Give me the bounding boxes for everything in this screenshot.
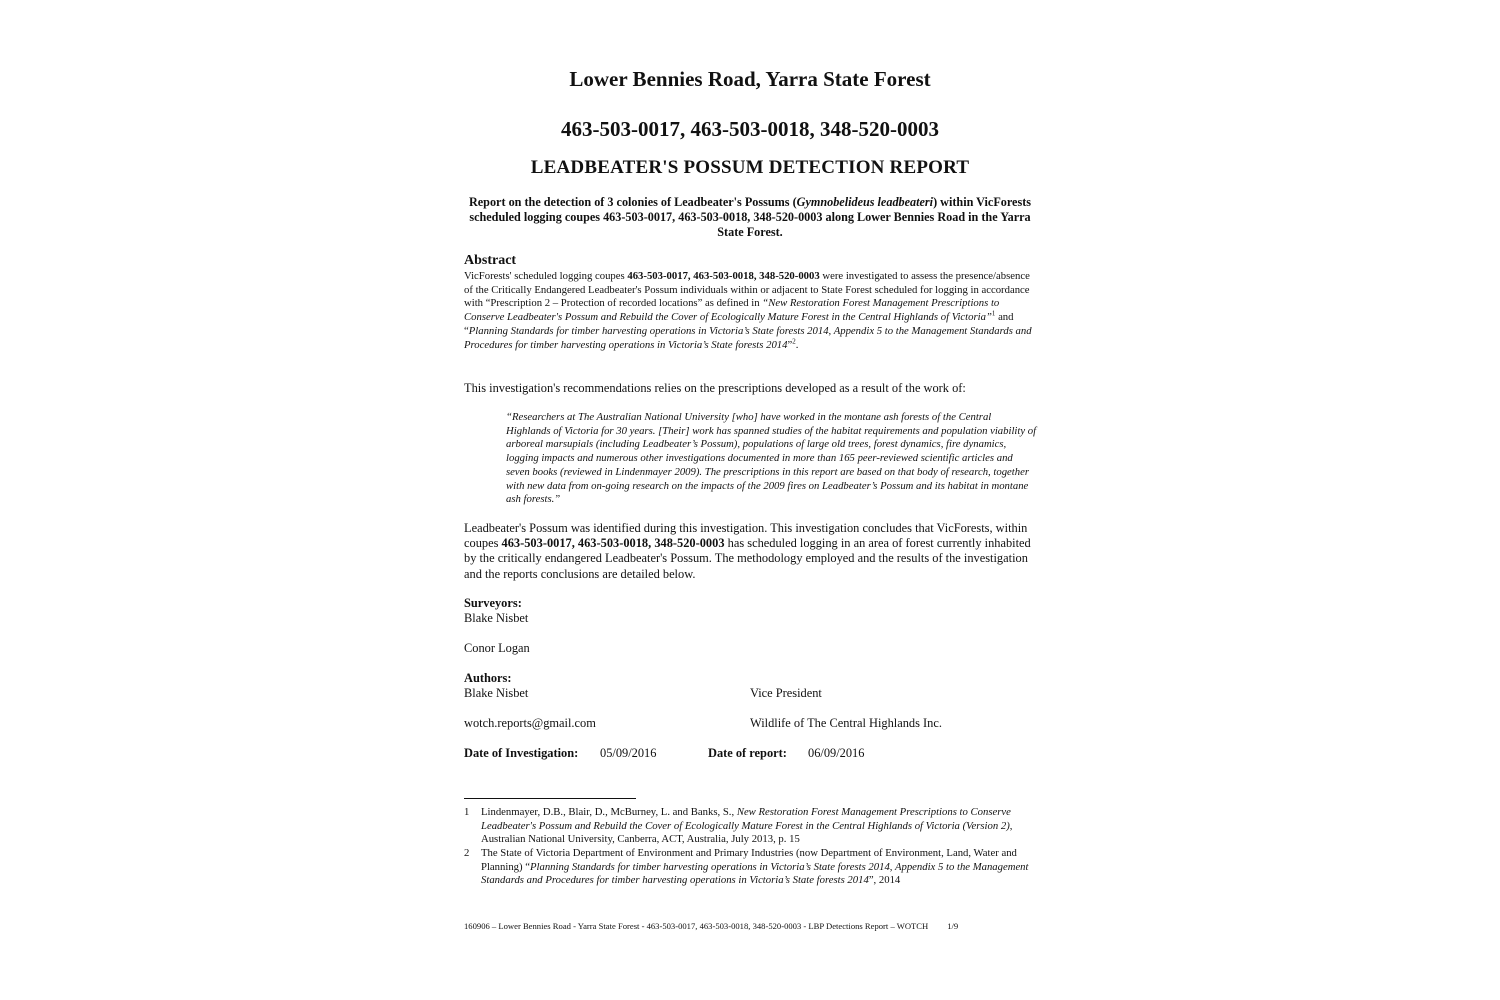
page-footer xyxy=(464,921,958,931)
report-subtitle xyxy=(464,195,1036,240)
footnote-italic: New Restoration Forest Management Prescriptions to Conserve Leadbeater's Possum and Rebuild the Cover of Ecologically Mature Forest in the Central Highlands of Victoria (Version 2) xyxy=(481,806,1011,832)
abstract-citation-1: “New Restoration Forest Management Prescriptions to Conserve Leadbeater's Possum and Rebuild the Cover of Ecologically Mature Forest in the Central Highlands of Victoria” xyxy=(464,297,1000,324)
conclusion-part-1: Leadbeater's Possum was identified during this investigation. This investigation concludes that VicForests, within coupes xyxy=(464,521,1028,551)
abstract-coupes: 463-503-0017, 463-503-0018, 348-520-0003 xyxy=(627,270,820,282)
abstract-part-1: VicForests' scheduled logging coupes xyxy=(464,270,628,282)
conclusion-part-2: has scheduled logging in an area of forest currently inhabited by the critically endangered Leadbeater's Possum. The methodology employed and the results of the investigation and the reports conclusions are detailed below. xyxy=(464,536,1031,581)
footnote-ref-2: 2 xyxy=(792,336,796,345)
footnote-text xyxy=(481,847,1032,888)
surveyor-name: Blake Nisbet xyxy=(464,611,529,625)
surveyor-name: Conor Logan xyxy=(464,641,530,655)
report-date-value: 06/09/2016 xyxy=(808,746,865,760)
footnote-2 xyxy=(464,847,1032,888)
footnote-ref-1: 1 xyxy=(991,309,996,318)
author-organisation: Wildlife of The Central Highlands Inc. xyxy=(750,716,942,730)
footnote-italic: Planning Standards for timber harvesting operations in Victoria’s State forests 2014, Appendix 5 to the Management Standards and Procedures for timber harvesting operations in Victoria’s State forests 2014 xyxy=(481,860,1029,887)
coupe-numbers-heading: 463-503-0017, 463-503-0018, 348-520-0003 xyxy=(561,117,939,141)
abstract-citation-2: Planning Standards for timber harvesting operations in Victoria’s State forests 2014, Appendix 5 to the Management Standards and Procedures for timber harvesting operations in Victoria’s State forests 2014 xyxy=(464,324,1032,351)
report-date-label: Date of report: xyxy=(708,746,787,760)
footer-text: 160906 – Lower Bennies Road - Yarra State Forest - 463-503-0017, 463-503-0018, 348-520-0003 - LBP Detections Report – WOTCH xyxy=(464,921,929,931)
author-email: wotch.reports@gmail.com xyxy=(464,716,596,730)
document-title: Lower Bennies Road, Yarra State Forest xyxy=(569,67,931,91)
abstract-text xyxy=(464,270,1040,352)
footnote-part: , Australian National University, Canberra, ACT, Australia, July 2013, p. 15 xyxy=(481,819,1013,846)
footnote-number: 2 xyxy=(464,847,470,859)
authors-label: Authors: xyxy=(464,671,512,685)
footnote-part: ”, 2014 xyxy=(868,874,901,887)
footnote-part: The State of Victoria Department of Environment and Primary Industries (now Department of Environment, Land, Water and Planning) “ xyxy=(481,847,1017,873)
investigation-date-label: Date of Investigation: xyxy=(464,746,579,760)
research-quote: “Researchers at The Australian National University [who] have worked in the montane ash forests of the Central Highlands of Victoria for 30 years. [Their] work has spanned studies of the habitat requirements and population viability of arboreal marsupials (including Leadbeater’s Possum), populations of large old trees, forest dynamics, fire dynamics, logging impacts and numerous other investigations documented in more than 165 peer-reviewed scientific articles and seven books (reviewed in Lindenmayer 2009). The prescriptions in this report are based on that body of research, together with new data from on-going research on the impacts of the 2009 fires on Leadbeater’s Possum and its habitat in montane ash forests.” xyxy=(506,411,1037,506)
conclusion-coupes: 463-503-0017, 463-503-0018, 348-520-0003 xyxy=(501,536,725,551)
conclusion-paragraph xyxy=(464,521,1040,582)
abstract-part-5: . xyxy=(795,338,799,351)
subtitle-pre: Report on the detection of 3 colonies of Leadbeater's Possums ( xyxy=(468,195,797,209)
footnote-1 xyxy=(464,806,1032,847)
abstract-part-3: and “ xyxy=(464,311,1014,337)
footnote-divider xyxy=(464,798,636,799)
report-heading: LEADBEATER'S POSSUM DETECTION REPORT xyxy=(530,157,970,178)
page-number: 1/9 xyxy=(947,921,959,931)
recommendation-intro: This investigation's recommendations relies on the prescriptions developed as a result of the work of: xyxy=(464,381,966,395)
footnote-number: 1 xyxy=(464,806,470,818)
footnote-part: Lindenmayer, D.B., Blair, D., McBurney, L. and Banks, S., xyxy=(481,806,737,818)
surveyors-label: Surveyors: xyxy=(464,596,522,610)
investigation-date-value: 05/09/2016 xyxy=(600,746,657,760)
subtitle-post: ) within VicForests scheduled logging coupes 463-503-0017, 463-503-0018, 348-520-0003 along Lower Bennies Road in the Yarra State Forest. xyxy=(469,195,1032,239)
author-role: Vice President xyxy=(750,686,822,700)
abstract-heading: Abstract xyxy=(464,253,517,268)
species-name: Gymnobelideus leadbeateri xyxy=(796,195,934,209)
abstract-part-2: were investigated to assess the presence/absence of the Critically Endangered Leadbeater's Possum individuals within or adjacent to State Forest scheduled for logging in accordance with “Prescription 2 – Protection of recorded locations” as defined in xyxy=(464,270,1030,310)
author-name: Blake Nisbet xyxy=(464,686,529,700)
footnote-text xyxy=(481,806,1032,847)
abstract-part-4: ” xyxy=(787,338,793,351)
